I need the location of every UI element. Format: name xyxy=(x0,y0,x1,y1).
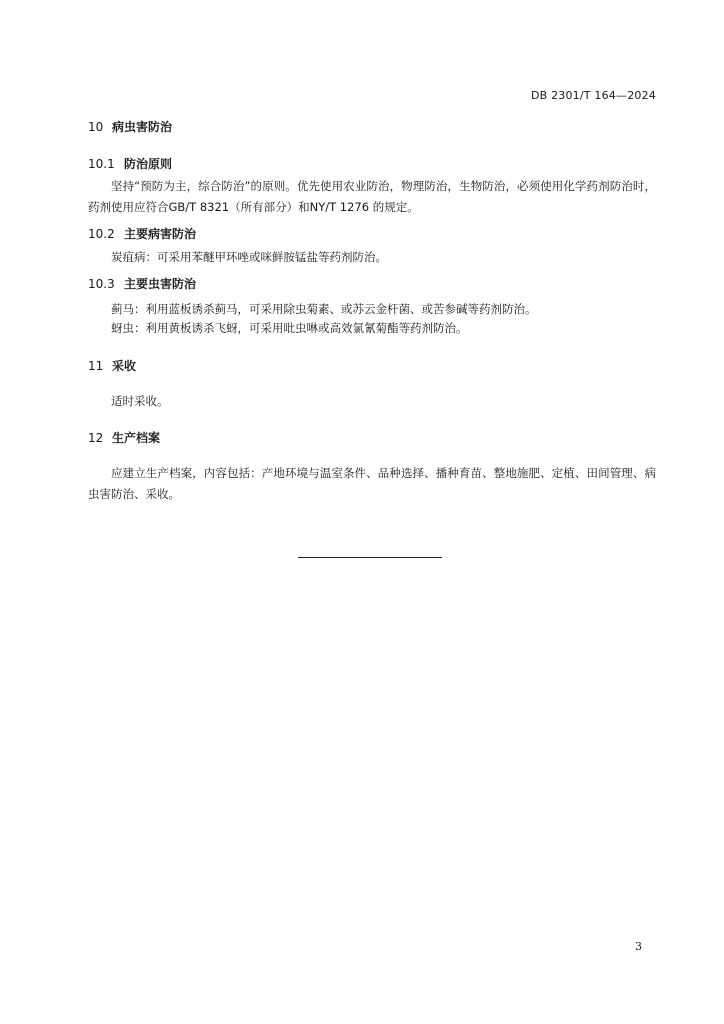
section-title: 生产档案 xyxy=(112,431,161,445)
section-number: 10 xyxy=(88,120,104,134)
section-title: 主要虫害防治 xyxy=(124,277,197,291)
end-divider-line xyxy=(298,557,442,558)
paragraph-harvest: 适时采收。 xyxy=(111,394,169,408)
section-title: 主要病害防治 xyxy=(124,227,197,241)
section-number: 10.2 xyxy=(88,227,115,241)
section-heading-11 xyxy=(88,357,656,375)
paragraph-production-records: 应建立生产档案，内容包括：产地环境与温室条件、品种选择、播种育苗、整地施肥、定植、田间管理、病虫害防治、采收。 xyxy=(88,466,656,501)
list-item-thrips: 蓟马：利用蓝板诱杀蓟马，可采用除虫菊素、或苏云金杆菌、或苦参碱等药剂防治。 xyxy=(111,302,537,316)
section-number: 12 xyxy=(88,431,104,445)
list-item-aphids: 蚜虫：利用黄板诱杀飞蚜，可采用吡虫啉或高效氯氰菊酯等药剂防治。 xyxy=(111,321,468,335)
section-heading-10-1 xyxy=(88,155,656,173)
paragraph-prevention-principle: 坚持“预防为主，综合防治”的原则。优先使用农业防治，物理防治，生物防治，必须使用化学药剂防治时，药剂使用应符合GB/T 8321（所有部分）和NY/T 1276 的规定。 xyxy=(88,179,656,214)
paragraph-disease-control: 炭疽病：可采用苯醚甲环唑或咪鲜胺锰盐等药剂防治。 xyxy=(111,250,387,264)
section-heading-10-3 xyxy=(88,275,656,293)
section-number: 10.3 xyxy=(88,277,115,291)
section-title: 病虫害防治 xyxy=(112,120,173,134)
document-code: DB 2301/T 164—2024 xyxy=(530,89,656,102)
section-title: 防治原则 xyxy=(124,157,173,171)
section-heading-10 xyxy=(88,118,656,136)
section-heading-12 xyxy=(88,429,656,447)
page-number: 3 xyxy=(635,940,642,953)
document-body xyxy=(88,118,656,505)
section-heading-10-2 xyxy=(88,225,656,243)
section-number: 11 xyxy=(88,359,104,373)
section-number: 10.1 xyxy=(88,157,115,171)
section-title: 采收 xyxy=(112,359,137,373)
